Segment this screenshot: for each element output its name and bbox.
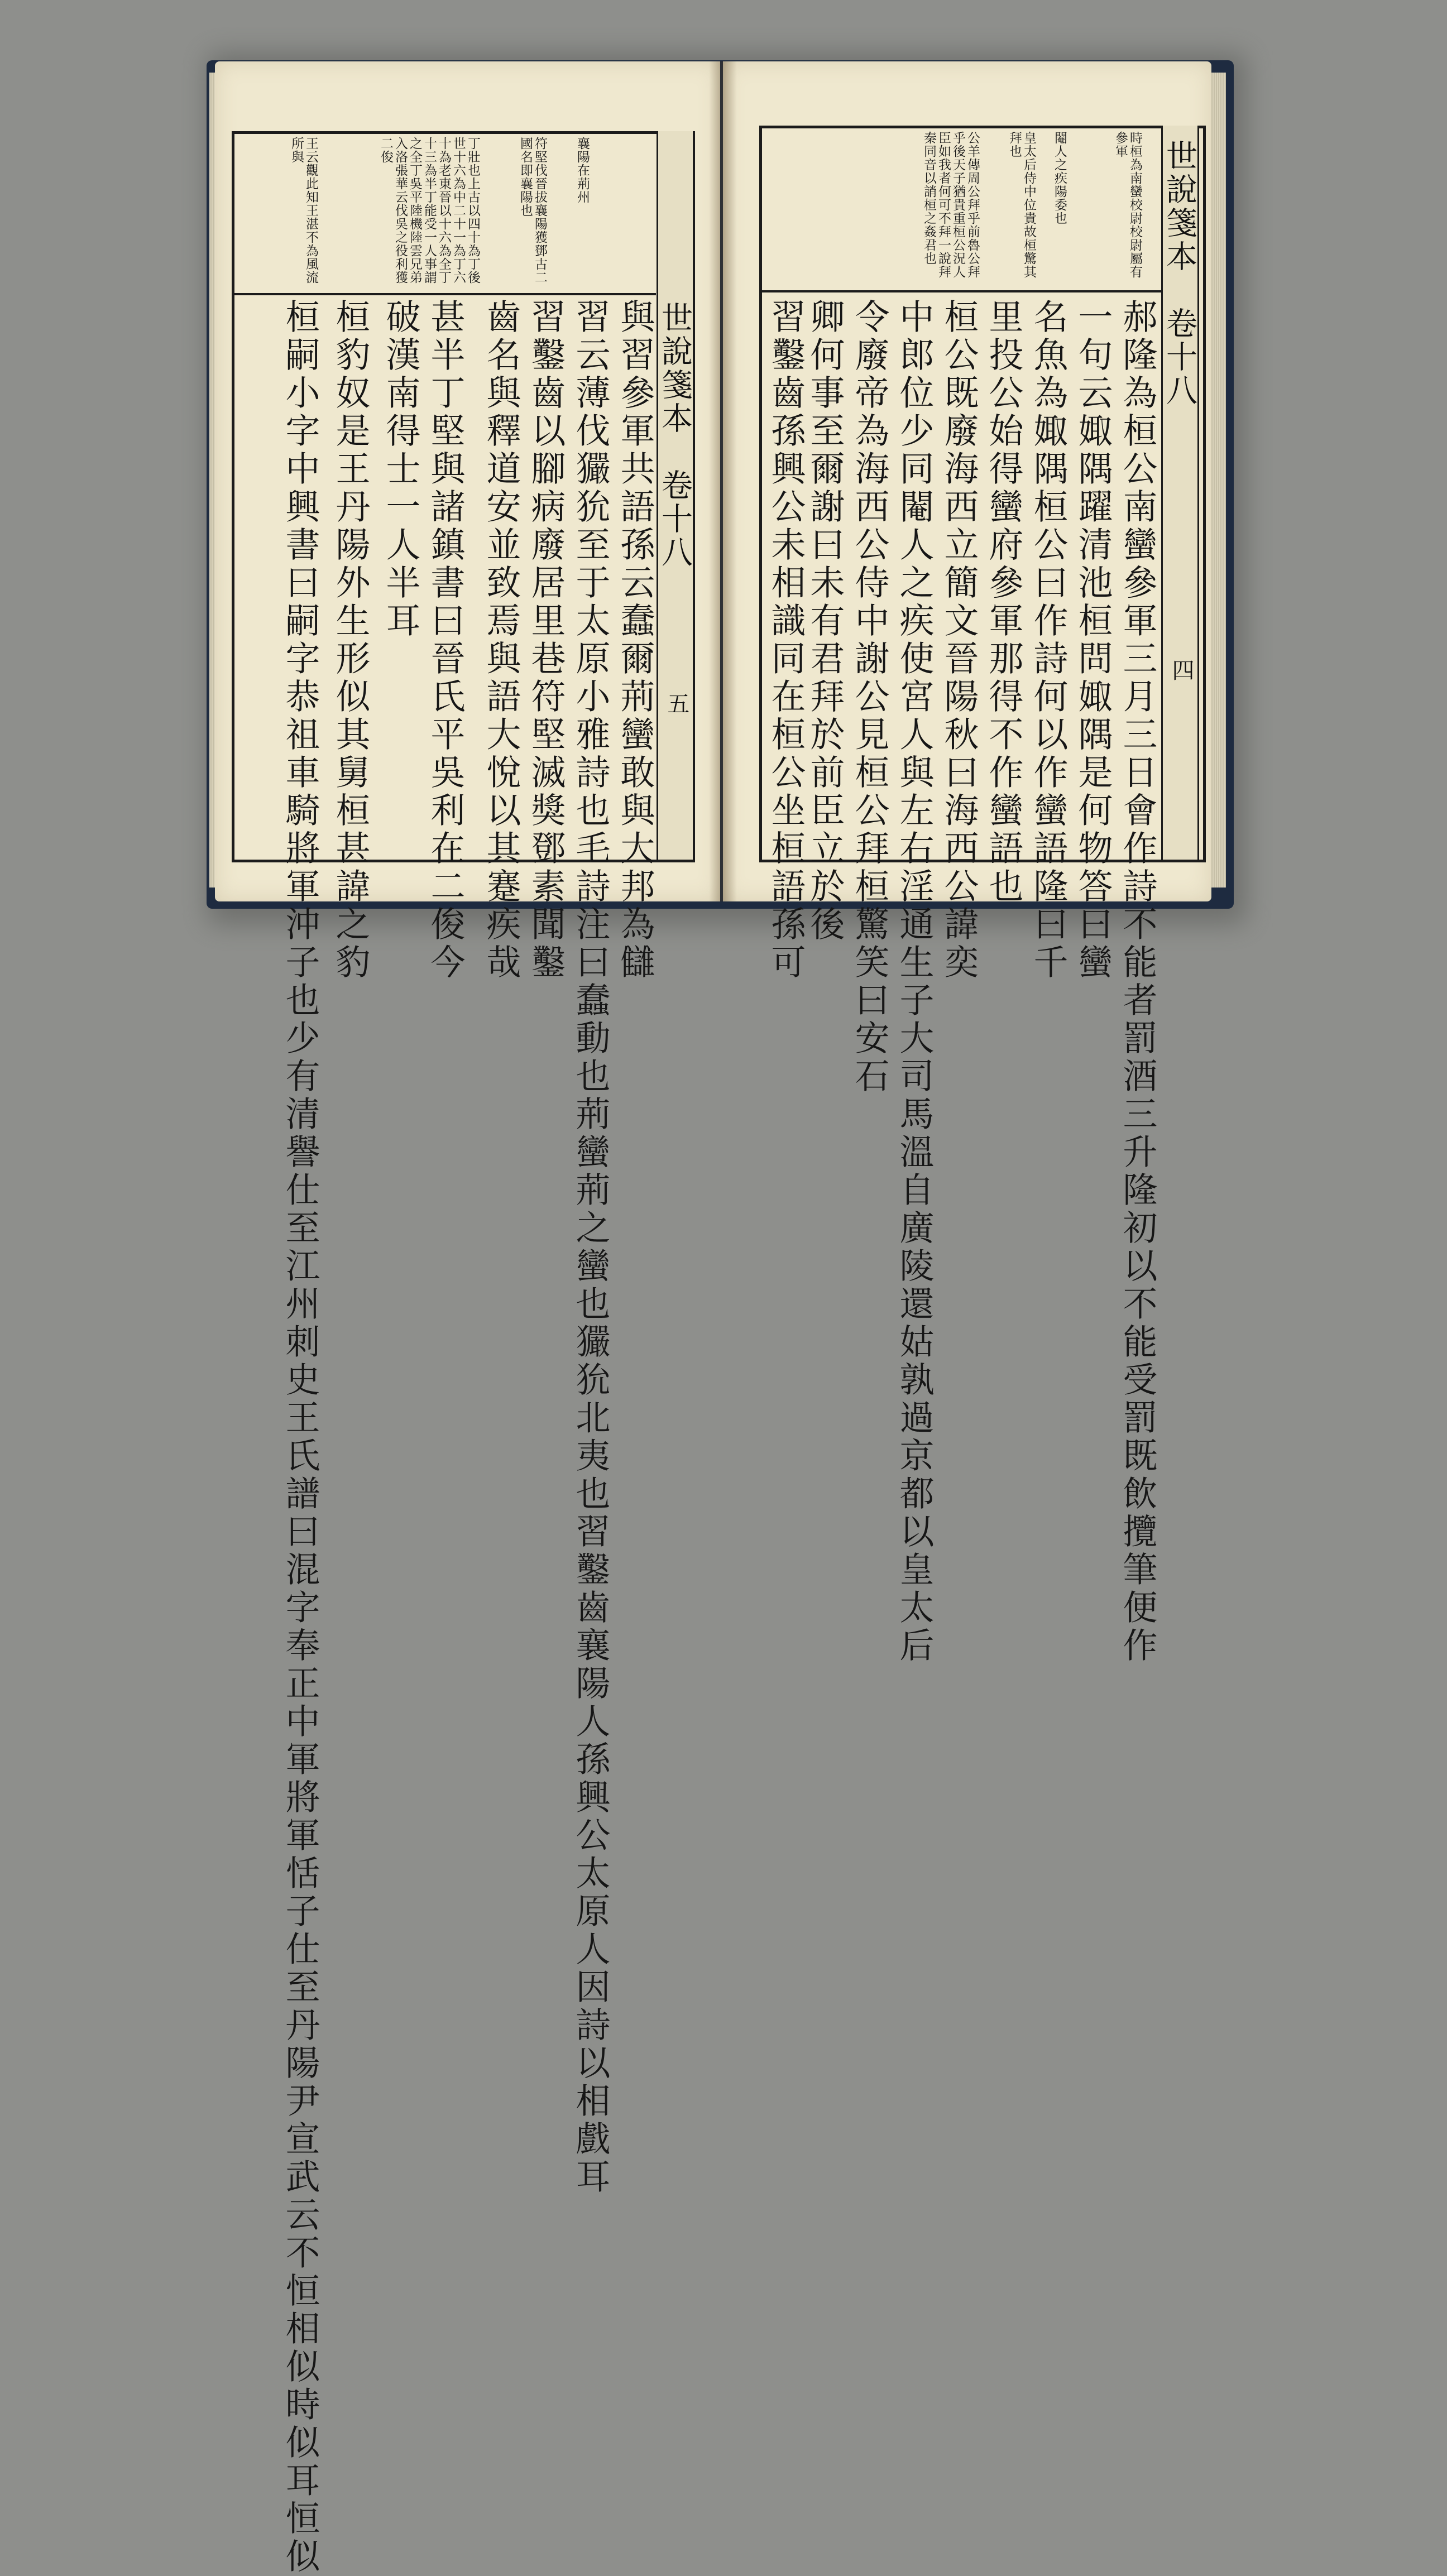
right-upper-note-3: 皇太后侍中位貴故桓驚其拜也 bbox=[1007, 131, 1036, 279]
left-text-column-2: 習云薄伐玁狁至于太原小雅詩也毛詩注曰蠢動也荊蠻荊之蠻也玁狁北夷也習鑿齒襄陽人孫興公太原人因詩以相戲耳 bbox=[570, 299, 611, 2196]
right-folio: 四 bbox=[1168, 659, 1194, 681]
right-book-title: 世說箋本 卷十八 bbox=[1161, 140, 1197, 407]
left-upper-note-2: 符堅伐晉拔襄陽獲鄧古二國名即襄陽也 bbox=[518, 137, 547, 284]
left-folio: 五 bbox=[664, 692, 689, 714]
right-upper-note-2: 閹人之疾陽委也 bbox=[1052, 131, 1067, 225]
book-gutter bbox=[709, 61, 737, 901]
right-text-column-9: 習鑿齒孫興公未相識同在桓公坐桓語孫可 bbox=[765, 299, 806, 982]
right-text-column-4: 里投公始得蠻府參軍那得不作蠻語也 bbox=[983, 299, 1024, 906]
left-text-column-6: 破漢南得士一人半耳 bbox=[380, 299, 421, 640]
left-upper-note-1: 襄陽在荊州 bbox=[575, 137, 590, 204]
left-text-column-1: 與習參軍共語孫云蠢爾荊蠻敢與大邦為讎 bbox=[615, 299, 655, 982]
right-upper-note-1: 時桓為南蠻校尉校尉屬有參軍 bbox=[1113, 131, 1142, 279]
right-text-column-1: 郝隆為桓公南蠻參軍三月三日會作詩不能者罰酒三升隆初以不能受罰既飲攬筆便作 bbox=[1117, 299, 1158, 1665]
right-text-column-3: 名魚為娵隅桓公曰作詩何以作蠻語隆曰千 bbox=[1028, 299, 1069, 982]
page-edge-right bbox=[1210, 73, 1226, 888]
right-text-column-5: 桓公既廢海西立簡文晉陽秋曰海西公諱奕 bbox=[938, 299, 979, 982]
left-upper-note-4: 王云觀此知王湛不為風流所與 bbox=[289, 137, 318, 284]
left-text-column-4: 齒名與釋道安並致焉與語大悅以其蹇疾哉 bbox=[481, 299, 521, 982]
right-text-column-2: 一句云娵隅躍清池桓問娵隅是何物答曰蠻 bbox=[1072, 299, 1113, 982]
right-upper-note-4: 公羊傳周公拜乎前魯公拜乎後天子猶貴重桓公況人臣如我者何可不拜一說拜秦同音以誚桓之姦君也 bbox=[922, 131, 980, 279]
left-book-title: 世說箋本 卷十八 bbox=[657, 301, 693, 569]
right-text-column-7: 令廢帝為海西公侍中謝公見桓公拜桓驚笑曰安石 bbox=[849, 299, 890, 1096]
left-text-column-8: 桓嗣小字中興書曰嗣字恭祖車騎將軍沖子也少有清譽仕至江州刺史王氏譜曰混字奉正中軍將軍恬子仕至丹陽尹宣武云不恒相似時似耳恒似 bbox=[280, 299, 320, 2576]
right-text-column-6: 中郎位少同閹人之疾使宮人與左右淫通生子大司馬溫自廣陵還姑孰過京都以皇太后 bbox=[894, 299, 935, 1665]
left-text-column-5: 甚半丁堅與諸鎮書曰晉氏平吳利在二俊今 bbox=[425, 299, 466, 982]
left-text-column-7: 桓豹奴是王丹陽外生形似其舅桓甚諱之豹 bbox=[330, 299, 371, 982]
right-notes-divider bbox=[759, 290, 1161, 292]
left-notes-divider bbox=[232, 293, 656, 295]
left-text-column-3: 習鑿齒以腳病廢居里巷符堅滅獎鄧素聞鑿 bbox=[525, 299, 566, 982]
right-text-column-8: 卿何事至爾謝曰未有君拜於前臣立於後 bbox=[804, 299, 845, 944]
left-upper-note-3: 丁壯也上古以四十為丁後世十六為中二十一為丁六十為老東晉以十六為全丁十三為半丁能受一人事謂之全丁吳平陸機陸雲兄弟入洛張華云伐吳之役利獲二俊 bbox=[378, 137, 480, 284]
